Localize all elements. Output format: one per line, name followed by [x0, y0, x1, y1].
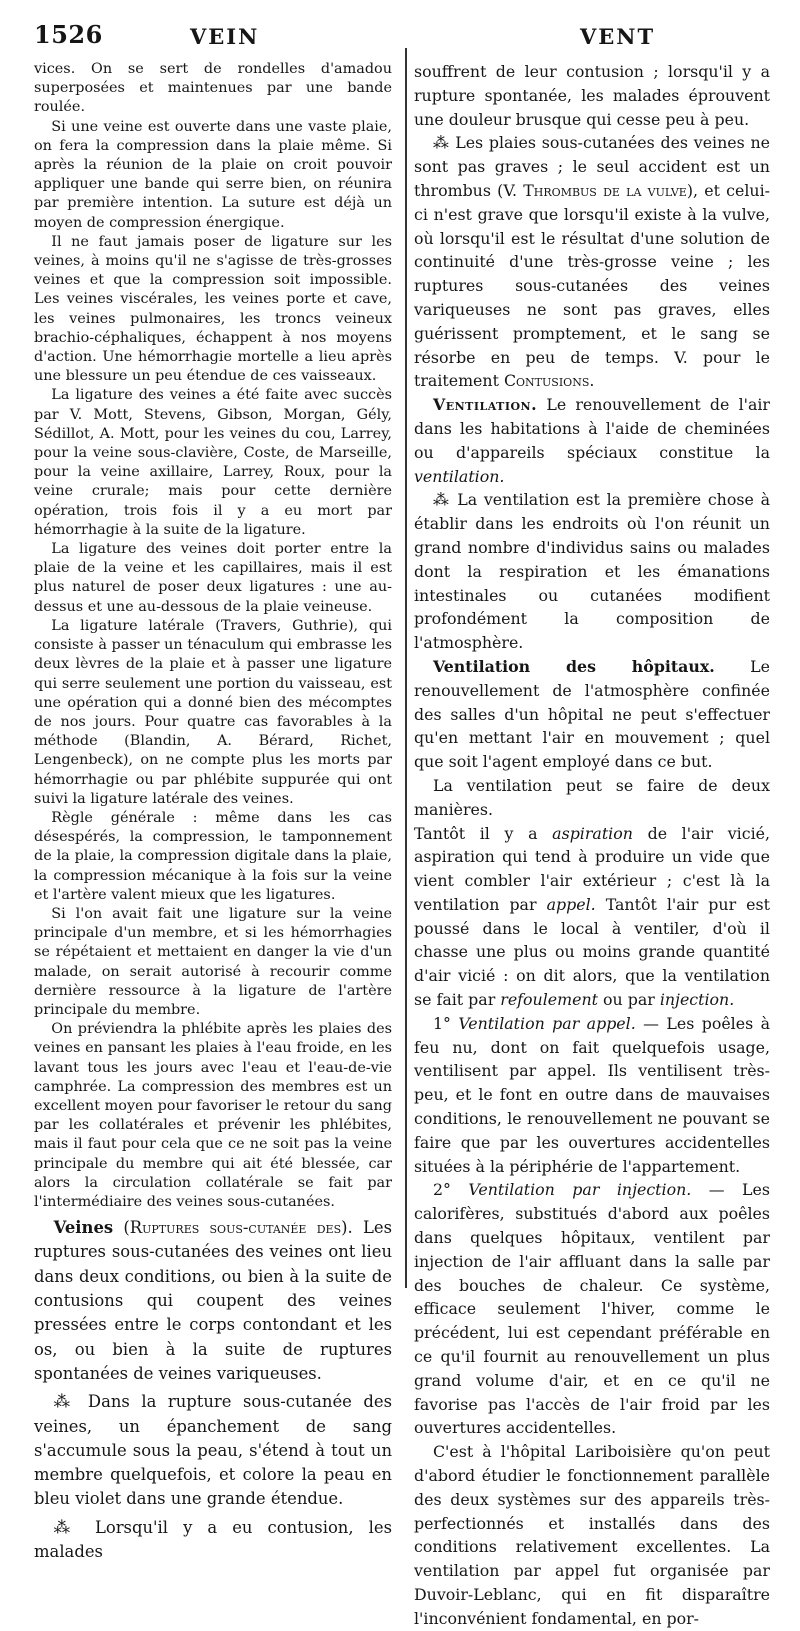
text-run: — Les poêles à feu nu, dont on fait quelquefois usage, ventilisent par appel. Ils ventilisent très-peu, et le font en outre dans de mauvaises conditions, le renouvellement ne pouvant se faire que par les ouvertures accidentelles situées à la périphérie de l'appartement. — [414, 1013, 771, 1176]
paragraph: vices. On se sert de rondelles d'amadou superposées et maintenues par une bande roulée. — [34, 61, 392, 116]
entry-subhead: (Ruptures sous-cutanée des). — [123, 1218, 353, 1238]
text-run: Le renouvellement de l'atmosphère confinée des salles d'un hôpital ne peut s'effectuer qu'en mettant l'air en mouvement ; quel que soit l'agent employé dans ce but. — [414, 656, 770, 772]
entry-headword: Ventilation. — [432, 395, 538, 415]
running-head-left: VEIN — [190, 24, 260, 49]
paragraph: souffrent de leur contusion ; lorsqu'il y a rupture spontanée, les malades éprouvent une douleur brusque qui cesse peu à peu. — [414, 62, 770, 129]
paragraph: La ligature des veines a été faite avec succès par V. Mott, Stevens, Gibson, Morgan, Gély, Sédillot, A. Mott, pour les veines du cou, Larrey, pour la veine sous-clavière, Coste, de Marseille, pour la veine axillaire, Larrey, Roux, pour la veine crurale; mais pour cette dernière opération, trois fois il y a eu mort par hémorrhagie à la suite de la ligature. — [34, 387, 392, 538]
entry-ventilation-hopitaux — [414, 655, 770, 774]
italic-term: ventilation. — [414, 466, 505, 486]
text-run: Le renouvellement de l'air dans les habitations à l'aide de cheminées ou d'appareils spéciaux constitue la — [414, 395, 770, 462]
text-run: ), et celui-ci n'est grave que lorsqu'il existe à la vulve, où lorsqu'il est le résultat d'une solution de continuité d'une très-grosse veine ; les ruptures sous-cutanées des veines variqueuses ne sont pas graves, elles guérissent promptement, et le sang se résorbe en peu de temps. V. pour le traitement — [414, 180, 770, 391]
cross-reference: Thrombus de la vulve — [523, 180, 687, 200]
text-run: ⁂ Les plaies sous-cutanées des veines ne sont pas graves ; le seul accident est un thrombus (V. — [414, 133, 770, 200]
right-column — [414, 60, 771, 1628]
running-head-right: VENT — [580, 24, 656, 49]
text-run: Tantôt l'air pur est poussé dans le local à ventiler, d'où il chasse une plus ou moins grande quantité d'air vicié : on dit alors, que la ventilation se fait par — [414, 894, 770, 1010]
italic-term: injection. — [659, 990, 735, 1010]
text-run: de l'air vicié, aspiration qui tend à produire un vide que vient combler l'air extérieur ; c'est là la ventilation par — [414, 823, 770, 914]
paragraph: On préviendra la phlébite après les plaies des veines en pansant les plaies à l'eau froide, en les lavant tous les jours avec l'eau et l'eau-de-vie camphrée. La compression des membres est un excellent moyen pour favoriser le retour du sang par les collatérales et prévenir les phlébites, mais il faut pour cela que ce ne soit pas la veine principale du membre qui ait été blessée, car alors la circulation collatérale se fait par l'intermédiaire des veines sous-cutanées. — [34, 1021, 392, 1210]
entry-headword: Veines — [53, 1218, 114, 1238]
entry-body: Les ruptures sous-cutanées des veines ont lieu dans deux conditions, ou bien à la suite de contusions qui coupent des veines pressées entre le corps contondant et les os, ou bien à la suite de ruptures spontanées de veines variqueuses. — [34, 1218, 392, 1383]
paragraph: Il ne faut jamais poser de ligature sur les veines, à moins qu'il ne s'agisse de très-grosses veines et que la compression soit impossible. Les veines viscérales, les veines porte et cave, les veines pulmonaires, les troncs veineux brachio-céphaliques, échappent à nos moyens d'action. Une hémorrhagie mortelle a lieu après une blessure un peu étendue de ces vaisseaux. — [34, 233, 392, 385]
paragraph — [414, 1178, 770, 1440]
paragraph — [414, 1012, 770, 1179]
entry-veines-ruptures — [34, 1216, 392, 1386]
left-column — [34, 60, 392, 1562]
enumeration: 2° — [432, 1180, 451, 1200]
text-run: Tantôt il y a — [414, 823, 538, 843]
paragraph: Si l'on avait fait une ligature sur la veine principale d'un membre, et si les hémorrhagies se répétaient et mettaient en danger la vie d'un malade, on serait autorisé à recourir comme dernière ressource à la ligature de l'artère principale du membre. — [34, 905, 392, 1018]
paragraph: C'est à l'hôpital Lariboisière qu'on peut d'abord étudier le fonctionnement parallèle des deux systèmes sur des appareils très-perfectionnés et installés dans des conditions relativement excellentes. La ventilation par appel fut organisée par Duvoir-Leblanc, qui en fit disparaître l'inconvénient fondamental, en por- — [414, 1442, 770, 1628]
italic-heading: Ventilation par appel. — [458, 1013, 636, 1033]
enumeration: 1° — [432, 1013, 451, 1033]
italic-term: aspiration — [552, 823, 633, 843]
entry-ventilation — [414, 393, 770, 488]
italic-heading: Ventilation par injection. — [468, 1180, 692, 1200]
paragraph: La ventilation peut se faire de deux manières. — [414, 775, 770, 819]
column-divider — [405, 48, 407, 1288]
paragraph: ⁂ Lorsqu'il y a eu contusion, les malades — [34, 1517, 392, 1562]
paragraph — [414, 822, 770, 1012]
italic-term: appel. — [546, 894, 596, 914]
cross-reference: Contusions — [503, 371, 590, 391]
page-header — [0, 16, 800, 56]
paragraph: Règle générale : même dans les cas désespérés, la compression, le tamponnement de la plaie, la compression digitale dans la plaie, la compression mécanique à la fois sur la veine et l'artère valent mieux que les ligatures. — [34, 809, 392, 903]
page-number: 1526 — [34, 20, 103, 49]
entry-subheadword: Ventilation des hôpitaux. — [432, 656, 715, 676]
paragraph: ⁂ La ventilation est la première chose à établir dans les endroits où l'on réunit un grand nombre d'individus sains ou malades dont la respiration et les émanations intestinales ou cutanées modifient profondément la composition de l'atmosphère. — [414, 490, 770, 653]
paragraph: ⁂ Dans la rupture sous-cutanée des veines, un épanchement de sang s'accumule sous la peau, s'étend à tout un membre quelquefois, et colore la peau en bleu violet dans une grande étendue. — [34, 1392, 392, 1509]
text-run: — Les calorifères, substitués d'abord aux poêles dans quelques hôpitaux, ventilent par injection de l'air affluant dans la salle par des bouches de chaleur. Ce système, efficace seulement l'hiver, comme le précédent, lui est cependant préférable en ce qu'il fournit au renouvellement un plus grand volume d'air, et en ce qu'il ne favorise pas l'accès de l'air froid par les ouvertures accidentelles. — [414, 1180, 770, 1438]
text-run: ou par — [603, 990, 655, 1010]
italic-term: refoulement — [500, 990, 598, 1010]
paragraph: Si une veine est ouverte dans une vaste plaie, on fera la compression dans la plaie même. Si après la réunion de la plaie on croit pouvoir appliquer une bande qui serre bien, on réunira par première intention. La suture est déjà un moyen de compression énergique. — [34, 118, 392, 231]
paragraph: La ligature latérale (Travers, Guthrie), qui consiste à passer un ténaculum qui embrasse les deux lèvres de la plaie et à passer une ligature qui serre seulement une portion du vaisseau, est une opération qui a donné bien des mécomptes de nos jours. Pour quatre cas favorables à la méthode (Blandin, A. Bérard, Richet, Lengenbeck), on ne compte plus les morts par hémorrhagie ou par phlébite suppurée qui ont suivi la ligature latérale des veines. — [34, 617, 392, 807]
paragraph: ⁂ Les plaies sous-cutanées des veines ne sont pas graves ; le seul accident est un thrombus (V. Thrombus de la vulve), et celui-ci n'est grave que lorsqu'il existe à la vulve, où lorsqu'il est le résultat d'une solution de continuité d'une très-grosse veine ; les ruptures sous-cutanées des veines variqueuses ne sont pas graves, elles guérissent promptement, et le sang se résorbe en peu de temps. V. pour le traitement Contusions. — [414, 133, 770, 391]
paragraph: La ligature des veines doit porter entre la plaie de la veine et les capillaires, mais il est plus naturel de poser deux ligatures : une au-dessus et une au-dessous de la plaie veineuse. — [34, 541, 392, 615]
